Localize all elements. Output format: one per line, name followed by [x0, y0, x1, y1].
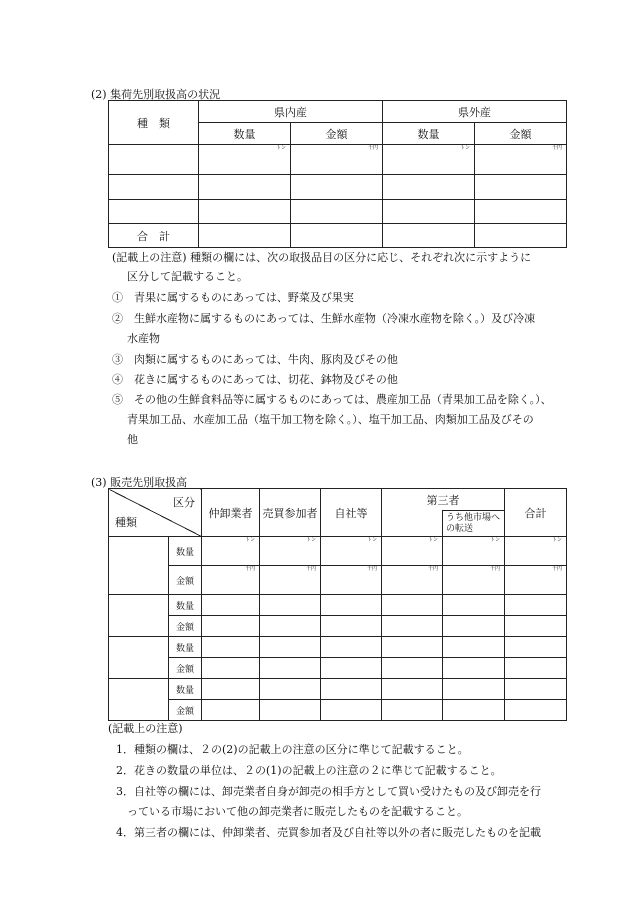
header-transfer: うち他市場への転送: [443, 511, 505, 537]
table-cell: [202, 658, 260, 679]
table-cell: [382, 511, 443, 537]
row-label-qty: 数量: [169, 679, 202, 700]
section2-title: (2) 集荷先別取扱高の状況: [91, 88, 221, 101]
table-cell: [199, 175, 291, 200]
note-line: 3．自社等の欄には、卸売業者自身が卸売の相手方として買い受けたもの及び卸売を行: [116, 785, 541, 798]
unit-ton: トン: [505, 537, 567, 566]
table-cell: [382, 637, 443, 658]
header-amt: 金額: [475, 123, 567, 145]
unit-yen: 千円: [260, 566, 321, 595]
unit-yen: 千円: [202, 566, 260, 595]
table-cell: [443, 700, 505, 721]
note-line: 2．花きの数量の単位は、２の(1)の記載上の注意の２に準じて記載すること。: [116, 764, 502, 777]
note-line: 1．種類の欄は、２の(2)の記載上の注意の区分に準じて記載すること。: [116, 743, 469, 756]
kind-cell: [109, 637, 169, 679]
kind-cell: [109, 595, 169, 637]
table-cell: [382, 658, 443, 679]
header-third: 第三者: [382, 489, 505, 511]
section3-title: (3) 販売先別取扱高: [91, 476, 188, 489]
table-cell: [199, 200, 291, 224]
table-cell: [202, 637, 260, 658]
total-label: 合 計: [109, 224, 199, 248]
table-cell: [260, 700, 321, 721]
note-line: 他: [127, 433, 138, 446]
row-label-qty: 数量: [169, 537, 202, 566]
header-pref-out: 県外産: [383, 101, 567, 123]
unit-yen: 千円: [505, 566, 567, 595]
row-label-amt: 金額: [169, 566, 202, 595]
note-line: ① 青果に属するものにあっては、野菜及び果実: [112, 291, 354, 304]
table-cell: [382, 595, 443, 616]
row-label-amt: 金額: [169, 616, 202, 637]
table-cell: [443, 616, 505, 637]
table-cell: [202, 595, 260, 616]
table-cell: [443, 637, 505, 658]
table-cell: [109, 145, 199, 175]
note-line: 青果加工品、水産加工品（塩干加工物を除く。）、塩干加工品、肉類加工品及びその: [127, 413, 534, 426]
unit-yen: 千円: [475, 145, 567, 175]
table-cell: [109, 200, 199, 224]
note-line: 4．第三者の欄には、仲卸業者、売買参加者及び自社等以外の者に販売したものを記載: [116, 826, 541, 839]
table-cell: [321, 679, 382, 700]
header-total: 合計: [505, 489, 567, 537]
note-line: ⑤ その他の生鮮食料品等に属するものにあっては、農産加工品（青果加工品を除く。）、: [112, 393, 552, 406]
header-kind: 種 類: [109, 101, 199, 145]
table-cell: [383, 175, 475, 200]
unit-yen: 千円: [291, 145, 383, 175]
note-line: ③ 肉類に属するものにあっては、牛肉、豚肉及びその他: [112, 353, 398, 366]
unit-ton: トン: [382, 537, 443, 566]
header-baibai: 売買参加者: [260, 489, 321, 537]
table-cell: [382, 679, 443, 700]
table-cell: [382, 700, 443, 721]
kind-cell: [109, 537, 169, 595]
unit-ton: トン: [202, 537, 260, 566]
header-qty: 数量: [199, 123, 291, 145]
table-cell: [321, 616, 382, 637]
row-label-qty: 数量: [169, 595, 202, 616]
table-cell: [505, 595, 567, 616]
header-div: 区分: [173, 496, 195, 509]
table-cell: [321, 637, 382, 658]
collection-table: [108, 100, 567, 248]
header-corner: [109, 489, 202, 537]
row-label-qty: 数量: [169, 637, 202, 658]
table-cell: [321, 700, 382, 721]
table-cell: [505, 637, 567, 658]
table-cell: [260, 658, 321, 679]
note-line: 区分して記載すること。: [127, 270, 248, 283]
unit-ton: トン: [199, 145, 291, 175]
unit-ton: トン: [321, 537, 382, 566]
header-qty: 数量: [383, 123, 475, 145]
table-cell: [383, 200, 475, 224]
table-cell: [202, 700, 260, 721]
table-cell: [505, 700, 567, 721]
table-cell: [505, 679, 567, 700]
unit-yen: 千円: [321, 566, 382, 595]
table-cell: [443, 658, 505, 679]
unit-ton: トン: [383, 145, 475, 175]
table-cell: [260, 637, 321, 658]
header-pref-in: 県内産: [199, 101, 383, 123]
row-label-amt: 金額: [169, 658, 202, 679]
table-cell: [291, 175, 383, 200]
note-line: ② 生鮮水産物に属するものにあっては、生鮮水産物（冷凍水産物を除く。）及び冷凍: [112, 312, 536, 325]
table-cell: [443, 595, 505, 616]
unit-ton: トン: [443, 537, 505, 566]
table-cell: [443, 679, 505, 700]
table-cell: [291, 224, 383, 248]
header-nakaoroshi: 仲卸業者: [202, 489, 260, 537]
table-cell: [383, 224, 475, 248]
table-cell: [291, 200, 383, 224]
unit-yen: 千円: [382, 566, 443, 595]
row-label-amt: 金額: [169, 700, 202, 721]
header-amt: 金額: [291, 123, 383, 145]
note-line: 水産物: [127, 332, 160, 345]
note-line: っている市場において他の卸売業者に販売したものを記載すること。: [127, 805, 468, 818]
table-cell: [260, 679, 321, 700]
unit-yen: 千円: [443, 566, 505, 595]
note-line: (記載上の注意): [108, 722, 183, 735]
table-cell: [109, 175, 199, 200]
header-jisha: 自社等: [321, 489, 382, 537]
table-cell: [505, 616, 567, 637]
table-cell: [202, 679, 260, 700]
kind-cell: [109, 679, 169, 721]
note-line: (記載上の注意) 種類の欄には、次の取扱品目の区分に応じ、それぞれ次に示すように: [112, 251, 532, 264]
note-line: ④ 花きに属するものにあっては、切花、鉢物及びその他: [112, 373, 398, 386]
table-cell: [260, 595, 321, 616]
sales-table: [108, 488, 567, 721]
table-cell: [321, 658, 382, 679]
table-cell: [382, 616, 443, 637]
table-cell: [199, 224, 291, 248]
unit-ton: トン: [260, 537, 321, 566]
table-cell: [260, 616, 321, 637]
table-cell: [505, 658, 567, 679]
table-cell: [475, 200, 567, 224]
table-cell: [475, 224, 567, 248]
table-cell: [202, 616, 260, 637]
table-cell: [321, 595, 382, 616]
header-kind: 種類: [115, 516, 137, 529]
table-cell: [475, 175, 567, 200]
